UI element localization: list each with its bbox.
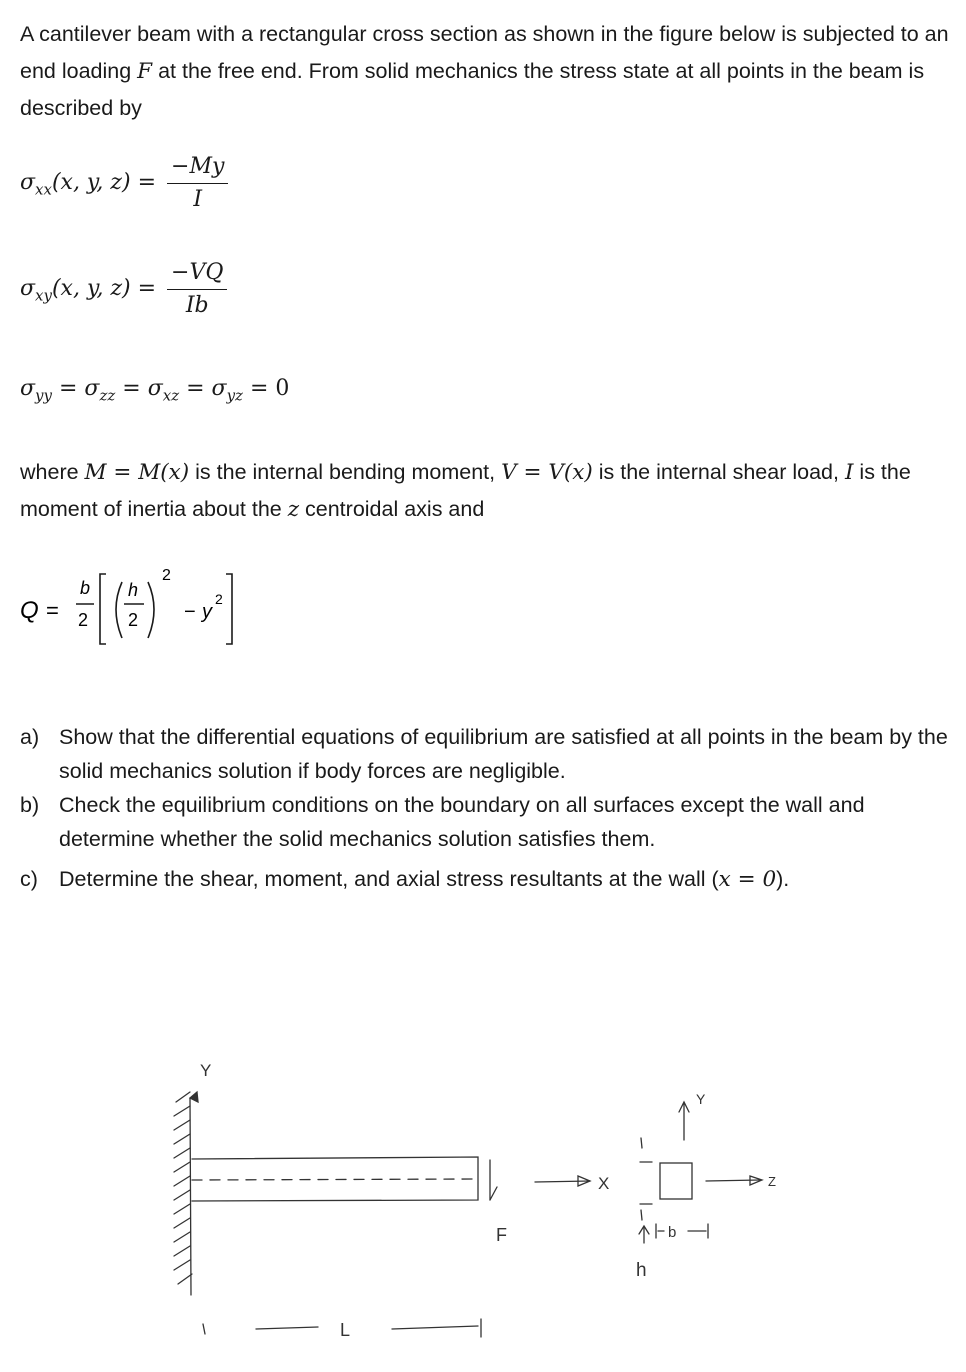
question-list: [20, 720, 955, 897]
marker-a: a): [20, 725, 40, 749]
inertia-symbol: I: [844, 460, 854, 485]
force-symbol: F: [137, 59, 153, 84]
length-label: L: [340, 1320, 351, 1340]
equation-zero-stresses: $\sigma_{yy} = \sigma_{zz} = \sigma_{xz} = \sigma_{yz} = 0$: [20, 376, 290, 405]
x-axis-line: [535, 1181, 590, 1182]
sigma-symbol: σ: [20, 276, 36, 301]
force-arrowhead: [490, 1187, 497, 1200]
eq3-rhs: = 0: [249, 376, 290, 401]
subscript-xy: xy: [35, 286, 52, 305]
cs-z-label: Z: [768, 1174, 776, 1189]
b-numerator: b: [80, 578, 91, 598]
y-axis-arrow: [190, 1092, 198, 1102]
subscript-xx: xx: [35, 180, 52, 199]
minus-sign: −: [184, 601, 196, 623]
z-symbol: z: [287, 497, 300, 522]
wall-line: [190, 1098, 191, 1295]
numerator-my: −My: [167, 154, 228, 184]
subscript-yy: yy: [35, 386, 52, 405]
beam-figure: [0, 1040, 966, 1360]
where-text-3: is the internal bending moment,: [189, 460, 502, 484]
moment-symbol: M: [84, 460, 107, 485]
subscript-zz: zz: [99, 386, 116, 405]
x-axis-label: X: [598, 1174, 610, 1193]
y-exponent-2: 2: [215, 591, 223, 607]
marker-b: b): [20, 793, 40, 817]
fraction-vq-over-ib: [167, 260, 227, 318]
left-paren: [116, 582, 122, 638]
q-symbol: Q: [20, 597, 39, 624]
where-paragraph: [20, 454, 955, 528]
equation-sigma-xy: [20, 260, 231, 318]
where-text-6: is the moment of inertia about the: [20, 460, 911, 521]
where-text-5: is the internal shear load,: [592, 460, 845, 484]
item-c-text-1: Determine the shear, moment, and axial stress resultants at the wall (: [59, 867, 719, 891]
numerator-vq: −VQ: [167, 260, 227, 290]
figure-drawing: [174, 1092, 762, 1337]
y-axis-label: Y: [200, 1061, 212, 1080]
intro-text-2: at the free end. From solid mechanics the stress state at all points in the beam is described by: [20, 59, 925, 120]
fraction-my-over-i: [167, 154, 228, 212]
shear-function: V(x): [548, 460, 593, 485]
q-equals: =: [46, 598, 59, 623]
shear-symbol: V: [501, 460, 517, 485]
where-text-7: centroidal axis and: [299, 497, 485, 521]
h-label: h: [636, 1260, 647, 1281]
list-item-c: [20, 862, 955, 897]
intro-paragraph: [20, 16, 955, 127]
subscript-xz: xz: [162, 386, 180, 405]
item-b-text: Check the equilibrium conditions on the boundary on all surfaces except the wall and determine whether the solid mechanics solution satisfies them.: [59, 793, 865, 851]
moment-function: M(x): [138, 460, 190, 485]
dim-tick-left: [203, 1324, 205, 1334]
cross-section-rect: [660, 1163, 692, 1199]
list-item-a: [20, 720, 955, 788]
marker-c: c): [20, 867, 38, 891]
where-eq-1: =: [106, 460, 139, 485]
equation-sigma-xx: [20, 154, 232, 212]
wall-hatching: [174, 1092, 192, 1284]
force-label: F: [496, 1225, 507, 1245]
h-dim-mark-top: [641, 1138, 642, 1148]
two-denominator-h: 2: [128, 610, 139, 630]
cs-z-axis: [706, 1180, 760, 1181]
right-bracket: [226, 574, 232, 644]
item-c-text-2: ).: [776, 867, 790, 891]
dim-line-right: [392, 1326, 478, 1329]
left-bracket: [100, 574, 106, 644]
h-dim-mark-bottom: [641, 1210, 642, 1220]
denominator-i: I: [193, 187, 203, 212]
item-a-text: Show that the differential equations of equilibrium are satisfied at all points in the beam by the solid mechanics solution if body forces are negligible.: [59, 725, 948, 783]
h-numerator: h: [128, 580, 139, 600]
sigma-symbol: σ: [20, 170, 36, 195]
b-label: b: [668, 1224, 677, 1241]
eq1-args: (x, y, z) =: [51, 170, 157, 195]
dim-line-left: [256, 1327, 318, 1329]
cs-y-label: Y: [696, 1091, 706, 1107]
denominator-ib: Ib: [185, 293, 209, 318]
where-text-1: where: [20, 460, 85, 484]
subscript-yz: yz: [226, 386, 243, 405]
two-denominator: 2: [78, 610, 89, 630]
eq2-args: (x, y, z) =: [51, 276, 157, 301]
beam-centerline: [192, 1179, 478, 1180]
exponent-2: 2: [162, 567, 171, 584]
where-eq-2: =: [516, 460, 549, 485]
intro-text-1: A cantilever beam with a rectangular cross section as shown in the figure below is subjected to an end loading: [20, 22, 949, 83]
equation-q: [14, 560, 294, 660]
x-equals-zero: x = 0: [718, 867, 777, 892]
right-paren: [148, 582, 154, 638]
list-item-b: [20, 788, 955, 856]
y-symbol: y: [202, 601, 212, 623]
